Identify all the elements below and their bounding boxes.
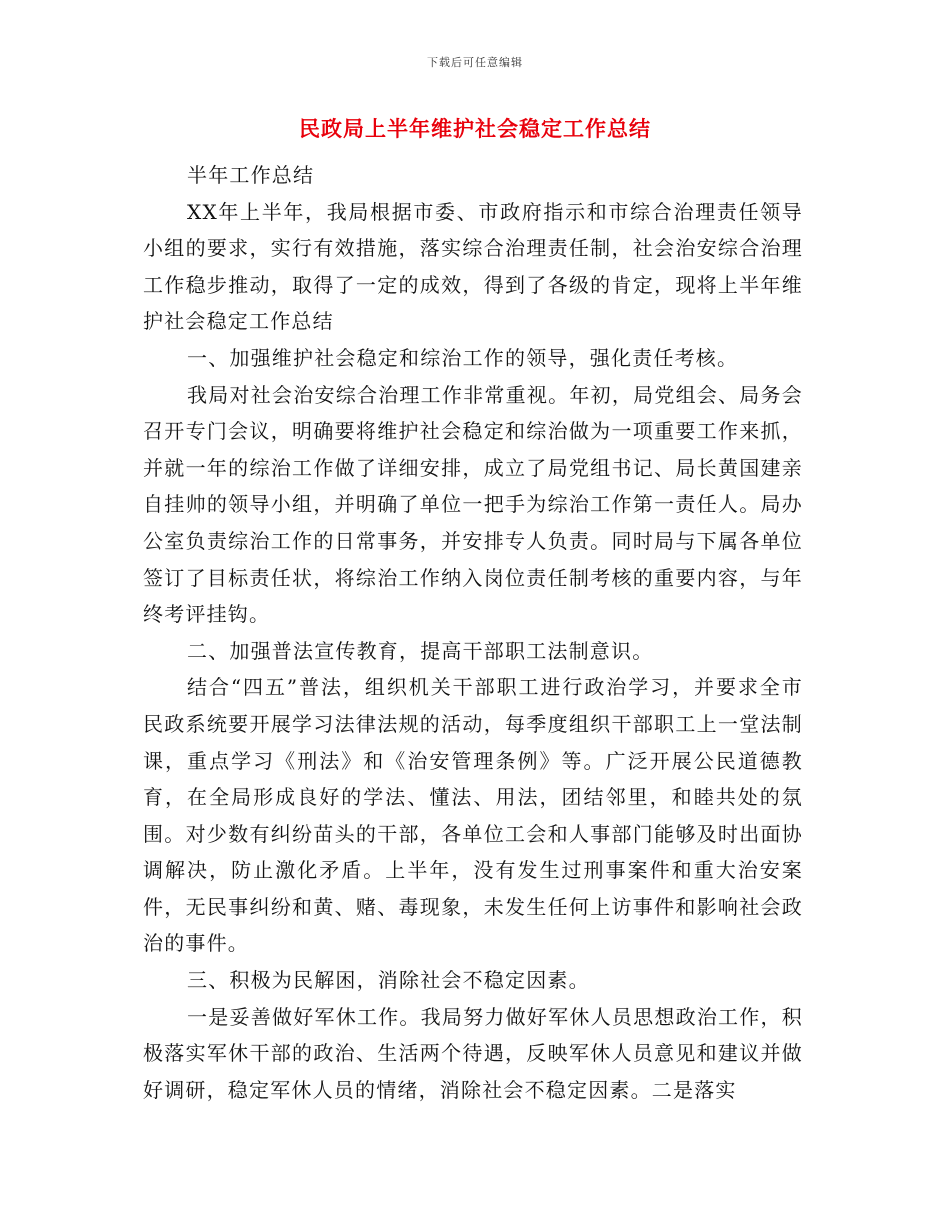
paragraph-intro: XX年上半年，我局根据市委、市政府指示和市综合治理责任领导小组的要求，实行有效措施，落实综合治理责任制，社会治安综合治理工作稳步推动，取得了一定的成效，得到了各级的肯定，现将上半年维护社会稳定工作总结	[143, 199, 803, 334]
paragraph-section-3: 一是妥善做好军休工作。我局努力做好军休人员思想政治工作，积极落实军休干部的政治、生活两个待遇，反映军休人员意见和建议并做好调研，稳定军休人员的情绪，消除社会不稳定因素。二是落实	[143, 1004, 803, 1102]
document-body	[143, 157, 803, 1108]
paragraph-section-2: 结合“四五”普法，组织机关干部职工进行政治学习，并要求全市民政系统要开展学习法律法规的活动，每季度组织干部职工上一堂法制课，重点学习《刑法》和《治安管理条例》等。广泛开展公民道德教育，在全局形成良好的学法、懂法、用法，团结邻里，和睦共处的氛围。对少数有纠纷苗头的干部，各单位工会和人事部门能够及时出面协调解决，防止激化矛盾。上半年，没有发生过刑事案件和重大治安案件，无民事纠纷和黄、赌、毒现象，未发生任何上访事件和影响社会政治的事件。	[143, 675, 803, 956]
header-note: 下载后可任意编辑	[427, 56, 523, 69]
section-heading-2: 二、加强普法宣传教育，提高干部职工法制意识。	[187, 638, 654, 663]
section-heading-3: 三、积极为民解困，消除社会不稳定因素。	[187, 968, 590, 993]
document-title: 民政局上半年维护社会稳定工作总结	[299, 117, 651, 141]
paragraph-subtitle: 半年工作总结	[187, 163, 315, 187]
section-heading-1: 一、加强维护社会稳定和综治工作的领导，强化责任考核。	[187, 345, 739, 370]
paragraph-section-1: 我局对社会治安综合治理工作非常重视。年初，局党组会、局务会召开专门会议，明确要将维护社会稳定和综治做为一项重要工作来抓，并就一年的综治工作做了详细安排，成立了局党组书记、局长黄国建亲自挂帅的领导小组，并明确了单位一把手为综治工作第一责任人。局办公室负责综治工作的日常事务，并安排专人负责。同时局与下属各单位签订了目标责任状，将综治工作纳入岗位责任制考核的重要内容，与年终考评挂钩。	[143, 382, 803, 627]
